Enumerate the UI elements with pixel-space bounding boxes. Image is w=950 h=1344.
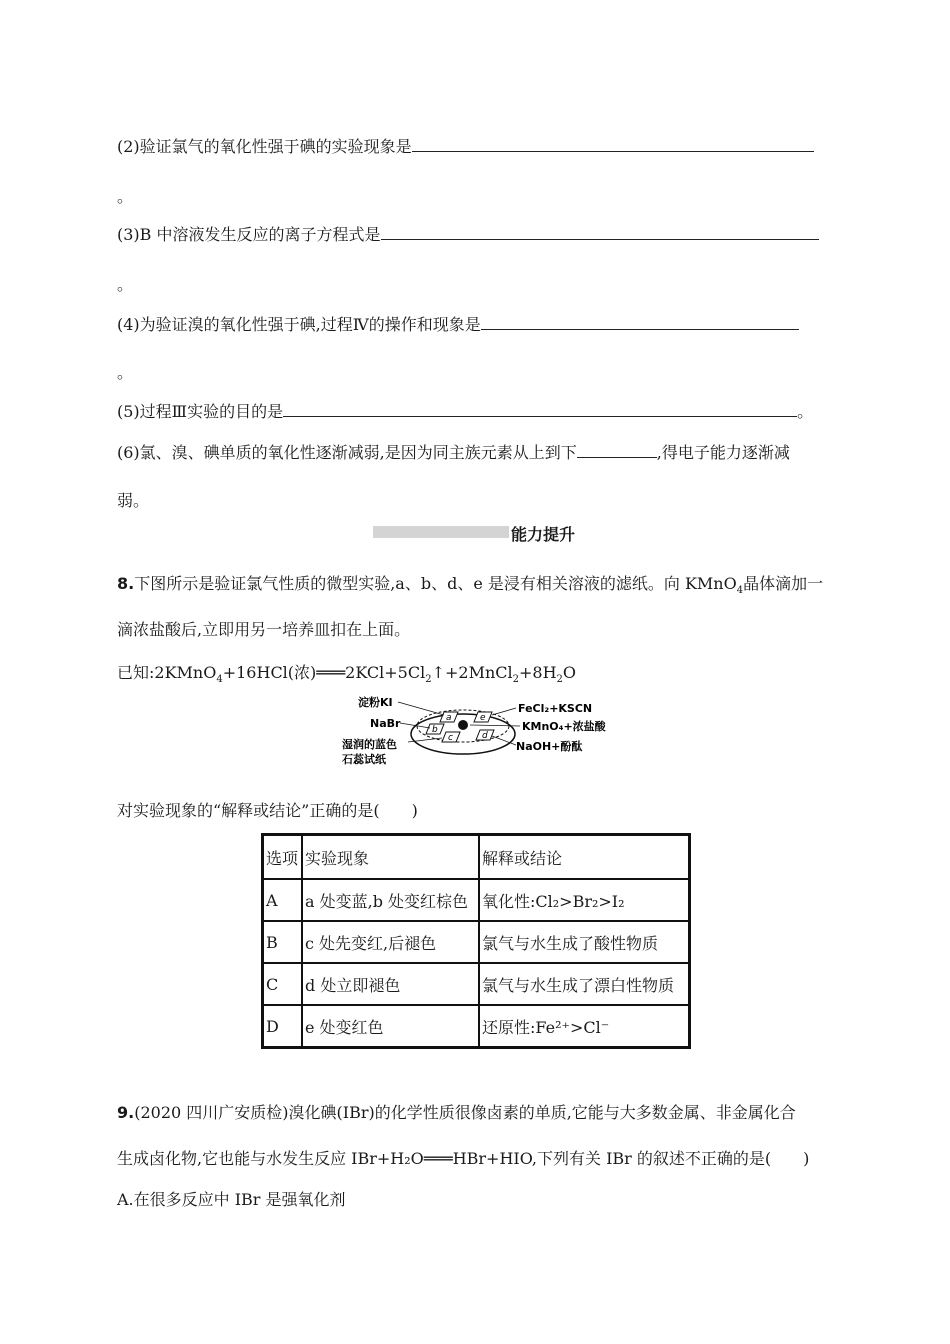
q8-text1-end: 晶体滴加一 <box>743 574 824 593</box>
q7-item3 <box>117 222 819 245</box>
label-naoh-phenolphthalein: NaOH+酚酞 <box>516 740 583 753</box>
q7-item4-period: 。 <box>117 363 134 382</box>
q9-number: 9. <box>117 1103 135 1122</box>
label-a: a <box>446 713 452 723</box>
table-row <box>263 921 690 963</box>
label-b: b <box>432 725 438 735</box>
q8-text-line1 <box>117 571 823 596</box>
table-row <box>263 1005 690 1048</box>
conclusion-cell: 氯气与水生成了酸性物质 <box>479 921 690 963</box>
q7-item3-period: 。 <box>117 275 134 294</box>
table-header-row <box>263 835 690 880</box>
option-label: A <box>263 879 303 921</box>
q7-item2-text: (2)验证氯气的氧化性强于碘的实验现象是 <box>117 137 412 156</box>
q7-item6 <box>117 440 790 463</box>
conclusion-cell: 氧化性:Cl₂>Br₂>I₂ <box>479 879 690 921</box>
q9-text-line1 <box>117 1100 796 1123</box>
eq-part: +16HCl(浓)═══2KCl+5Cl <box>222 663 426 682</box>
answer-blank[interactable] <box>283 402 797 417</box>
kmno4-crystal <box>458 720 468 730</box>
phenomenon-cell: e 处变红色 <box>302 1005 479 1048</box>
q7-item5-text: (5)过程Ⅲ实验的目的是 <box>117 402 284 421</box>
q9-text-line2: 生成卤化物,它也能与水发生反应 IBr+H₂O═══HBr+HIO,下列有关 IBr 的叙述不正确的是( ) <box>117 1149 810 1168</box>
header-option: 选项 <box>263 835 303 880</box>
subscript: 2 <box>425 674 432 686</box>
option-label: C <box>263 963 303 1005</box>
q7-item6-text: (6)氯、溴、碘单质的氧化性逐渐减弱,是因为同主族元素从上到下 <box>117 443 577 462</box>
conclusion-cell: 氯气与水生成了漂白性物质 <box>479 963 690 1005</box>
subscript: 2 <box>512 674 519 686</box>
label-litmus-2: 石蕊试纸 <box>342 753 386 766</box>
q8-text-line2: 滴浓盐酸后,立即用另一培养皿扣在上面。 <box>117 620 411 639</box>
answer-blank[interactable] <box>412 137 814 152</box>
phenomenon-cell: d 处立即褪色 <box>302 963 479 1005</box>
answer-blank[interactable] <box>481 315 799 330</box>
petri-dish-diagram <box>338 690 628 770</box>
option-label: B <box>263 921 303 963</box>
label-nabr: NaBr <box>370 717 401 730</box>
q7-item4 <box>117 312 799 335</box>
table-row <box>263 963 690 1005</box>
q8-known-equation <box>117 660 576 685</box>
table-row <box>263 879 690 921</box>
eq-part: ↑+2MnCl <box>431 663 513 682</box>
subscript: 2 <box>556 674 563 686</box>
label-d: d <box>482 731 488 741</box>
label-starch-ki: 淀粉KI <box>358 696 393 709</box>
q7-item4-text: (4)为验证溴的氧化性强于碘,过程Ⅳ的操作和现象是 <box>117 315 481 334</box>
eq-part: 已知:2KMnO <box>117 663 217 682</box>
q8-number: 8. <box>117 574 135 593</box>
eq-part: +8H <box>519 663 557 682</box>
phenomenon-cell: c 处先变红,后褪色 <box>302 921 479 963</box>
label-litmus-1: 湿润的蓝色 <box>342 738 397 751</box>
eq-part: O <box>562 663 577 682</box>
label-fecl2-kscn: FeCl₂+KSCN <box>518 702 593 715</box>
q8-question: 对实验现象的“解释或结论”正确的是( ) <box>117 801 418 820</box>
option-label: D <box>263 1005 303 1048</box>
section-bar <box>373 526 509 538</box>
subscript: 4 <box>736 585 744 597</box>
conclusion-cell: 还原性:Fe²⁺>Cl⁻ <box>479 1005 690 1048</box>
subscript: 4 <box>216 674 223 686</box>
answer-blank[interactable] <box>577 443 657 458</box>
q7-item2-period: 。 <box>117 187 134 206</box>
q8-text1: 下图所示是验证氯气性质的微型实验,a、b、d、e 是浸有相关溶液的滤纸。向 KMnO <box>134 574 737 593</box>
label-e: e <box>480 713 486 723</box>
q7-item6-text-2: ,得电子能力逐渐减 <box>656 443 790 462</box>
q7-item3-text: (3)B 中溶液发生反应的离子方程式是 <box>117 225 381 244</box>
q9-option-a[interactable]: A.在很多反应中 IBr 是强氧化剂 <box>117 1190 346 1209</box>
label-c-left: c <box>448 733 453 743</box>
q7-item6-cont: 弱。 <box>117 491 150 510</box>
q7-item5 <box>117 399 813 422</box>
header-conclusion: 解释或结论 <box>479 835 690 880</box>
header-phenomenon: 实验现象 <box>302 835 479 880</box>
q7-item2 <box>117 134 814 157</box>
options-table <box>261 833 691 1049</box>
q7-item5-period: 。 <box>797 402 814 421</box>
label-kmno4-hcl: KMnO₄+浓盐酸 <box>522 720 606 733</box>
section-title: 能力提升 <box>511 525 576 544</box>
q9-text1: (2020 四川广安质检)溴化碘(IBr)的化学性质很像卤素的单质,它能与大多数金属、非金属化合 <box>134 1103 796 1122</box>
phenomenon-cell: a 处变蓝,b 处变红棕色 <box>302 879 479 921</box>
answer-blank[interactable] <box>381 225 819 240</box>
